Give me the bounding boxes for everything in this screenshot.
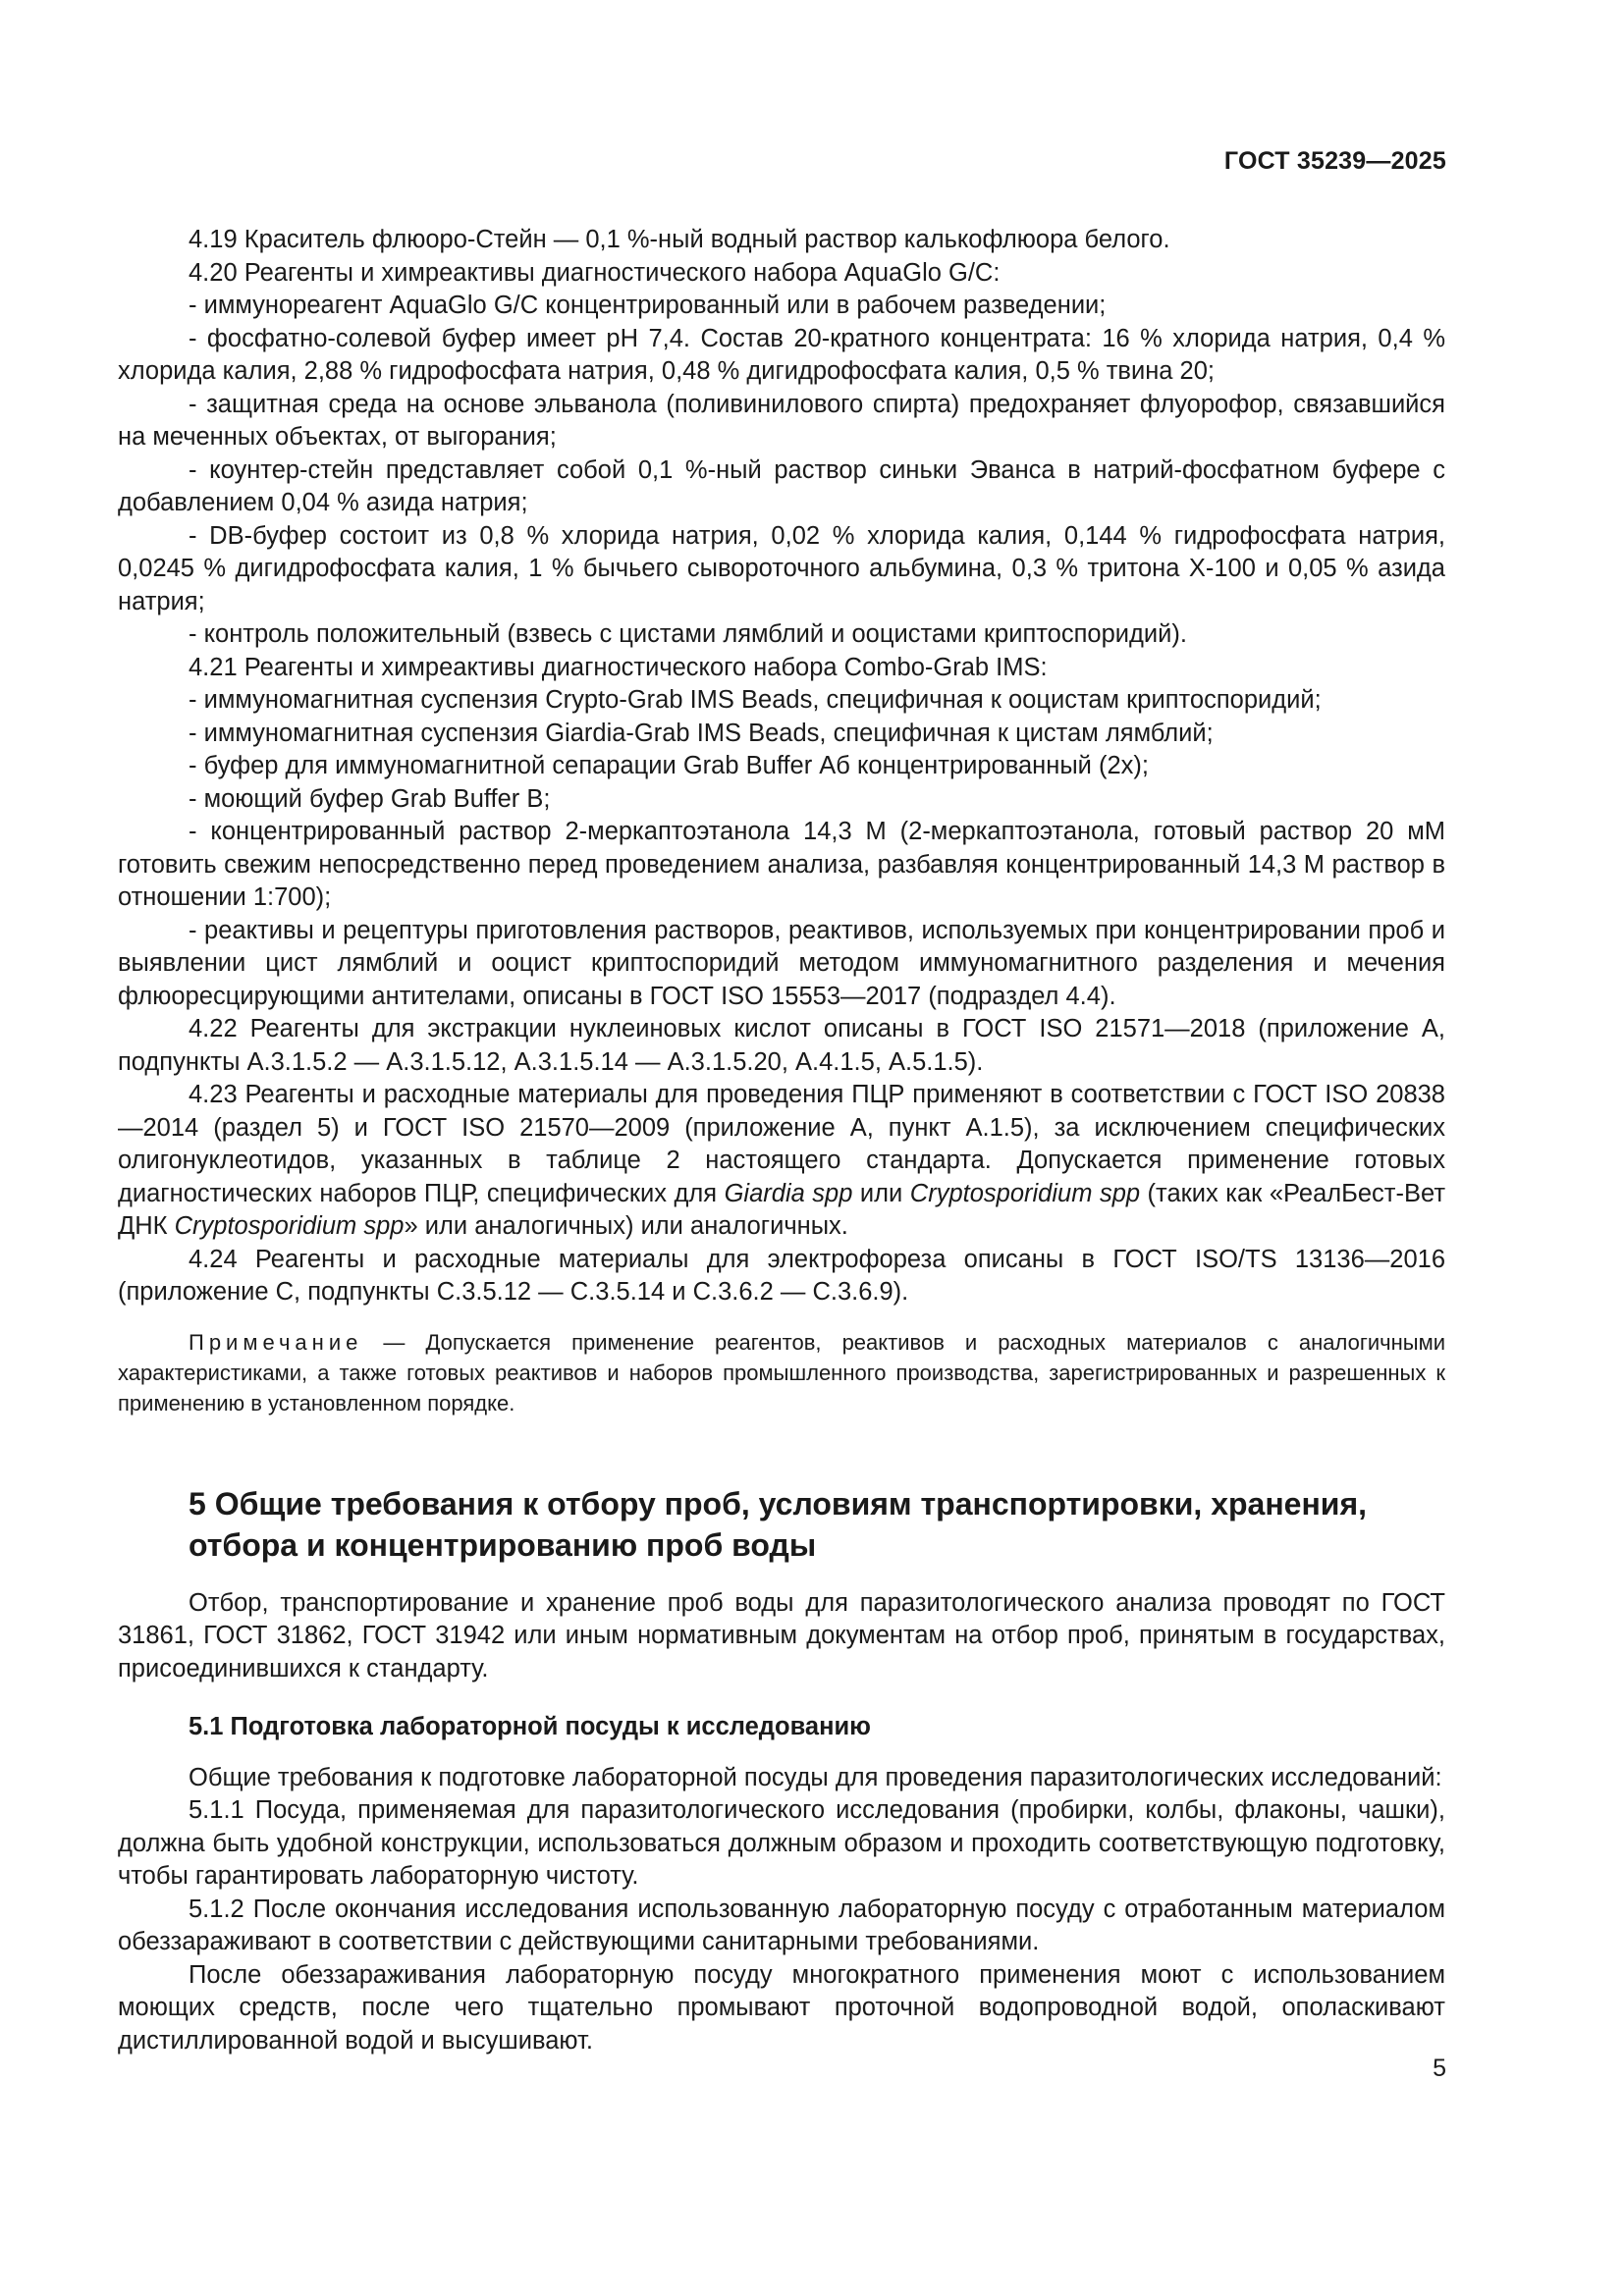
- page-number: 5: [1433, 2055, 1446, 2082]
- list-item: - контроль положительный (взвесь с цистами лямблий и ооцистами криптоспоридий).: [189, 620, 1187, 648]
- italic-term: Cryptosporidium spp: [174, 1212, 405, 1240]
- list-item: - DB-буфер состоит из 0,8 % хлорида натрия, 0,02 % хлорида калия, 0,144 % гидрофосфата натрия, 0,0245 % дигидрофосфата калия, 1 % бычьего сывороточного альбумина, 0,3 % тритона Х-100 и 0,05 % азида натрия;: [118, 521, 1445, 615]
- paragraph-4-19: 4.19 Краситель флюоро-Стейн — 0,1 %-ный водный раствор калькофлюора белого.: [189, 226, 1170, 253]
- paragraph-5-1-2: 5.1.2 После окончания исследования использованную лабораторную посуду с отработанным материалом обеззараживают в соответствии с действующими санитарными требованиями.: [118, 1895, 1445, 1955]
- section-5-intro: Отбор, транспортирование и хранение проб воды для паразитологического анализа проводят по ГОСТ 31861, ГОСТ 31862, ГОСТ 31942 или иным нормативным документам на отбор проб, принятым в государствах, присоединившихся к стандарту.: [118, 1588, 1445, 1682]
- paragraph-5-1-1: 5.1.1 Посуда, применяемая для паразитологического исследования (пробирки, колбы, флаконы, чашки), должна быть удобной конструкции, использоваться должным образом и проходить соответствующую подготовку, чтобы гарантировать лабораторную чистоту.: [118, 1796, 1445, 1890]
- list-item: - иммуномагнитная суспензия Giardia-Grab IMS Beads, специфичная к цистам лямблий;: [189, 719, 1214, 747]
- note-label: Примечание: [189, 1329, 363, 1355]
- paragraph-4-22: 4.22 Реагенты для экстракции нуклеиновых кислот описаны в ГОСТ ISO 21571—2018 (приложение А, подпункты А.3.1.5.2 — А.3.1.5.12, А.3.1.5.14 — А.3.1.5.20, А.4.1.5, А.5.1.5).: [118, 1015, 1445, 1076]
- list-item: - буфер для иммуномагнитной сепарации Grab Buffer Аб концентрированный (2х);: [189, 752, 1150, 779]
- italic-term: Cryptosporidium spp: [909, 1179, 1141, 1207]
- list-item: - коунтер-стейн представляет собой 0,1 %-ный раствор синьки Эванса в натрий-фосфатном буфере с добавлением 0,04 % азида натрия;: [118, 455, 1445, 516]
- paragraph-4-24: 4.24 Реагенты и расходные материалы для электрофореза описаны в ГОСТ ISO/TS 13136—2016 (приложение С, подпункты С.3.5.12 — С.3.5.14 и С.3.6.2 — С.3.6.9).: [118, 1245, 1445, 1306]
- list-item: - иммунореагент AquaGlo G/C концентрированный или в рабочем разведении;: [189, 292, 1107, 319]
- list-item: - концентрированный раствор 2-меркаптоэтанола 14,3 М (2-меркаптоэтанола, готовый раствор 20 мМ готовить свежим непосредственно перед проведением анализа, разбавляя концентрированный 14,3 М раствор в отношении 1:700);: [118, 818, 1445, 911]
- list-item: - фосфатно-солевой буфер имеет рН 7,4. Состав 20-кратного концентрата: 16 % хлорида натрия, 0,4 % хлорида калия, 2,88 % гидрофосфата натрия, 0,48 % дигидрофосфата калия, 0,5 % твина 20;: [118, 324, 1445, 385]
- paragraph-4-21: 4.21 Реагенты и химреактивы диагностического набора Combo-Grab IMS:: [189, 653, 1048, 681]
- section-5-1-title: 5.1 Подготовка лабораторной посуды к исследованию: [189, 1713, 871, 1740]
- list-item: - иммуномагнитная суспензия Crypto-Grab IMS Beads, специфичная к ооцистам криптоспоридий;: [189, 686, 1322, 714]
- list-item: - защитная среда на основе эльванола (поливинилового спирта) предохраняет флуорофор, связавшийся на меченных объектах, от выгорания;: [118, 390, 1445, 451]
- paragraph-4-20: 4.20 Реагенты и химреактивы диагностического набора AquaGlo G/C:: [189, 258, 1001, 287]
- list-item: - реактивы и рецептуры приготовления растворов, реактивов, используемых при концентрировании проб и выявлении цист лямблий и ооцист криптоспоридий методом иммуномагнитного разделения и мечения флюоресцирующими антителами, описаны в ГОСТ ISO 15553—2017 (подраздел 4.4).: [118, 916, 1445, 1010]
- document-body: [118, 224, 1445, 2057]
- note-text: — Допускается применение реагентов, реактивов и расходных материалов с аналогичными характеристиками, а также готовых реактивов и наборов промышленного производства, зарегистрированных и разрешенных к применению в установленном порядке.: [118, 1329, 1445, 1415]
- paragraph-4-23: 4.23 Реагенты и расходные материалы для проведения ПЦР применяют в соответствии с ГОСТ ISO 20838—2014 (раздел 5) и ГОСТ ISO 21570—2009 (приложение А, пункт А.1.5), за исключением специфических олигонуклеотидов, указанных в таблице 2 настоящего стандарта. Допускается применение готовых диагностических наборов ПЦР, специфических для Giardia spp или Cryptosporidium spp (таких как «РеалБест-Вет ДНК Cryptosporidium spp» или аналогичных) или аналогичных.: [118, 1081, 1446, 1240]
- note: [118, 1327, 1445, 1418]
- section-5-1-paragraph: Общие требования к подготовке лабораторной посуды для проведения паразитологических исследований:: [189, 1763, 1442, 1791]
- section-5-1-paragraph: После обеззараживания лабораторную посуду многократного применения моют с использованием моющих средств, после чего тщательно промывают проточной водопроводной водой, ополаскивают дистиллированной водой и высушивают.: [118, 1960, 1445, 2055]
- section-5-title: 5 Общие требования к отбору проб, условиям транспортировки, хранения, отбора и концентрированию проб воды: [189, 1485, 1368, 1563]
- list-item: - моющий буфер Grab Buffer B;: [189, 784, 551, 813]
- document-number-header: ГОСТ 35239—2025: [1223, 147, 1446, 175]
- italic-term: Giardia spp: [724, 1179, 853, 1207]
